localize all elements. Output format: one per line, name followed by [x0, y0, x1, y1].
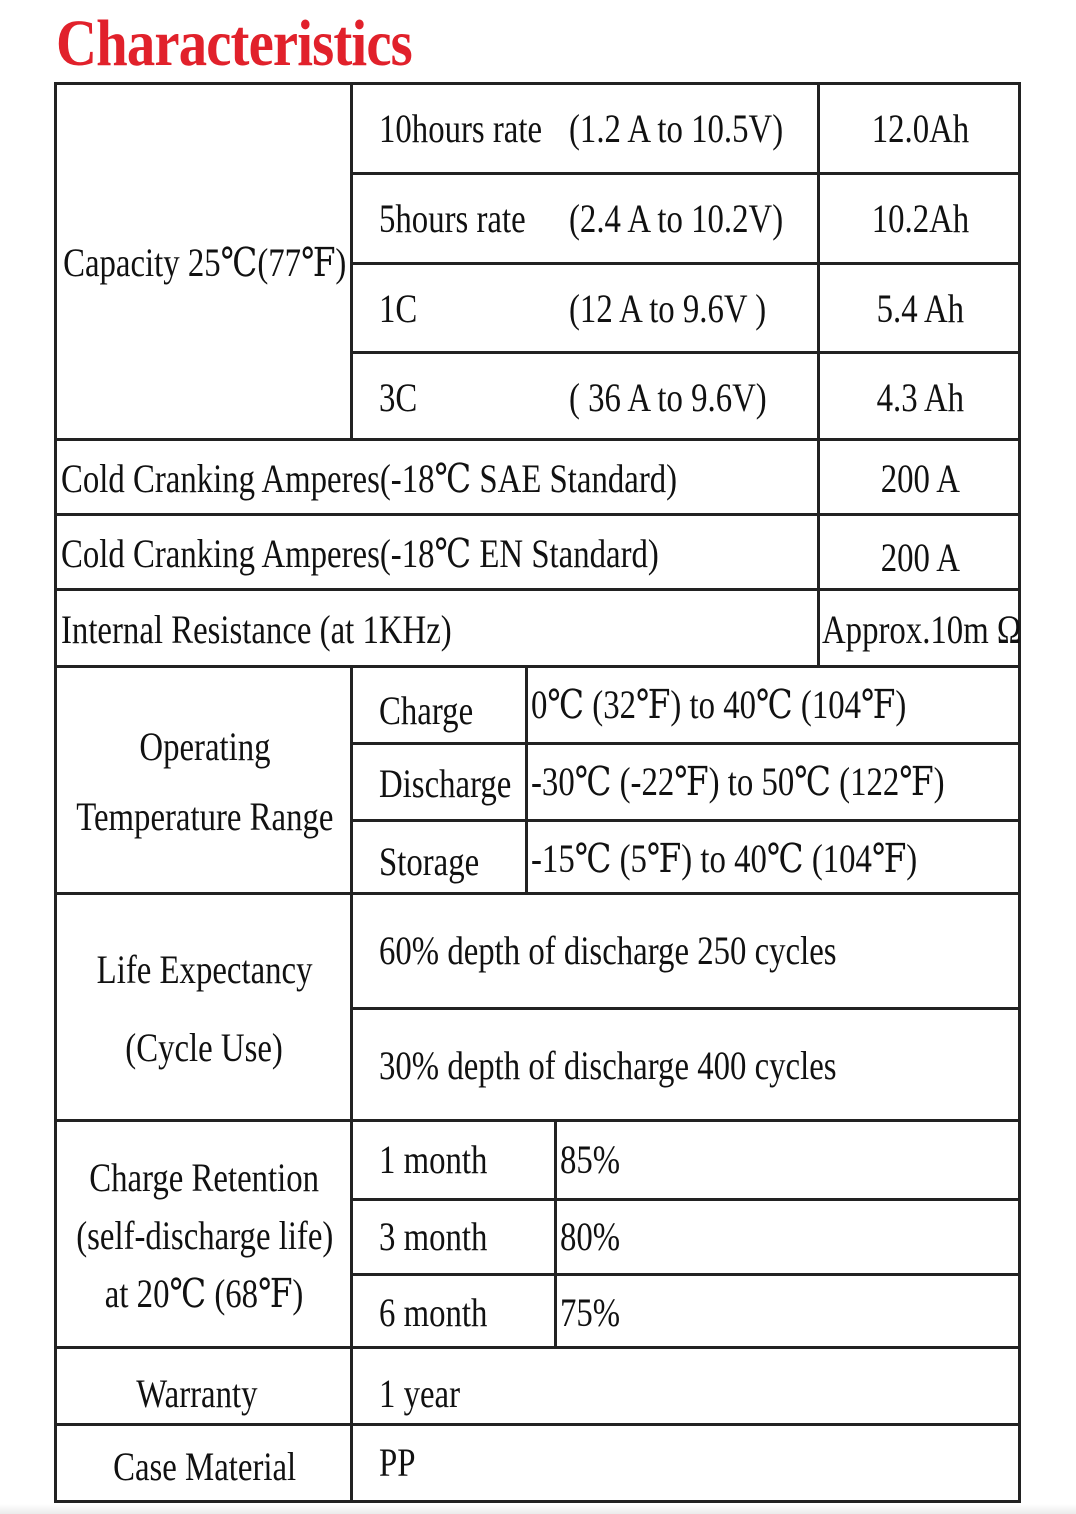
retention-value: [560, 1122, 1020, 1198]
charge-retention-section: [54, 1119, 1021, 1349]
capacity-rate: [379, 175, 569, 263]
warranty-label-cell: [57, 1355, 337, 1432]
capacity-value: [820, 175, 1021, 263]
life-expectancy-row-text: 60% depth of discharge 250 cycles: [379, 928, 837, 973]
charge-retention-label-line2: (self-discharge life): [75, 1212, 334, 1258]
capacity-condition: [569, 85, 817, 173]
capacity-value-text: 4.3 Ah: [876, 374, 965, 420]
internal-resistance-label-cell: [61, 591, 817, 668]
capacity-value: [820, 85, 1021, 173]
life-expectancy-row: [379, 1010, 1019, 1122]
capacity-condition-text: (2.4 A to 10.2V): [569, 196, 784, 241]
life-expectancy-row: [379, 895, 1019, 1007]
bottom-shadow: [0, 1504, 1076, 1514]
capacity-rate: [379, 265, 569, 352]
capacity-value: [820, 265, 1021, 352]
charge-retention-label-cell: [57, 1122, 352, 1349]
page-title: Characteristics: [56, 7, 412, 80]
life-expectancy-section: [54, 892, 1021, 1122]
capacity-rate: [379, 85, 569, 173]
capacity-condition: [569, 265, 817, 352]
capacity-rate-text: 3C: [379, 374, 418, 420]
capacity-condition-text: ( 36 A to 9.6V): [569, 374, 767, 420]
capacity-condition: [569, 175, 817, 263]
cca-en-label-cell: [61, 516, 817, 591]
temperature-mode-text: Discharge: [379, 761, 512, 806]
life-expectancy-label-cell: [57, 895, 352, 1122]
temperature-mode: [379, 674, 525, 748]
temperature-mode: [379, 749, 525, 819]
life-expectancy-label: [73, 931, 336, 1087]
case-material-label-cell: [57, 1430, 352, 1504]
cca-sae-value: 200 A: [880, 455, 961, 501]
warranty-label: Warranty: [136, 1370, 258, 1416]
temperature-mode-text: Charge: [379, 688, 474, 733]
temperature-mode: [379, 828, 525, 895]
retention-value-text: 75%: [560, 1289, 621, 1335]
life-expectancy-label-line1: Life Expectancy: [96, 946, 313, 992]
cca-sae-value-cell: [820, 441, 1021, 516]
cca-sae-label-cell: [61, 441, 817, 516]
operating-temperature-label-cell: [57, 668, 352, 895]
charge-retention-label-line3: at 20℃ (68℉): [105, 1270, 304, 1316]
case-material-row: [54, 1423, 1021, 1503]
retention-period: [379, 1201, 554, 1273]
retention-value: [560, 1201, 1020, 1273]
cca-sae-row: [54, 438, 1021, 516]
capacity-condition-text: (12 A to 9.6V ): [569, 285, 767, 331]
capacity-rate: [379, 354, 569, 441]
cca-en-row: [54, 513, 1021, 591]
warranty-row: [54, 1346, 1021, 1426]
retention-value: [560, 1276, 1020, 1349]
retention-value-text: 85%: [560, 1137, 621, 1182]
cca-en-value-cell: [820, 520, 1021, 595]
cca-sae-label: Cold Cranking Amperes(-18℃ SAE Standard): [61, 455, 678, 501]
operating-temperature-label: [48, 712, 362, 852]
case-material-value-cell: [379, 1426, 1019, 1500]
retention-period-text: 1 month: [379, 1137, 488, 1182]
capacity-rate-text: 10hours rate: [379, 106, 543, 151]
cca-en-label: Cold Cranking Amperes(-18℃ EN Standard): [61, 530, 659, 576]
capacity-value-text: 10.2Ah: [871, 196, 970, 241]
capacity-label: Capacity 25℃(77℉): [62, 240, 347, 285]
temperature-mode-text: Storage: [379, 838, 480, 884]
operating-temperature-label-line2: Temperature Range: [75, 793, 334, 839]
operating-temperature-label-line1: Operating: [138, 723, 271, 769]
capacity-condition-text: (1.2 A to 10.5V): [569, 106, 784, 151]
temperature-range: [531, 822, 1021, 895]
case-material-label: Case Material: [112, 1444, 297, 1489]
warranty-value-cell: [379, 1355, 1019, 1432]
life-expectancy-label-line2: (Cycle Use): [125, 1024, 284, 1070]
retention-value-text: 80%: [560, 1214, 621, 1259]
capacity-rate-text: 1C: [379, 285, 418, 331]
capacity-label-cell: [57, 85, 352, 441]
capacity-section: [54, 82, 1021, 441]
capacity-value: [820, 354, 1021, 441]
retention-period-text: 3 month: [379, 1214, 488, 1259]
retention-period: [379, 1122, 554, 1198]
cca-en-value: 200 A: [880, 534, 961, 580]
case-material-value: PP: [379, 1440, 416, 1485]
life-expectancy-row-text: 30% depth of discharge 400 cycles: [379, 1043, 837, 1088]
internal-resistance-row: [54, 588, 1021, 668]
internal-resistance-value-cell: [822, 591, 1021, 668]
warranty-value: 1 year: [379, 1370, 461, 1416]
internal-resistance-value: Approx.10m Ω: [822, 606, 1022, 652]
temperature-range-text: -30℃ (-22℉) to 50℃ (122℉): [531, 759, 945, 804]
charge-retention-label-line1: Charge Retention: [89, 1154, 320, 1200]
retention-period-text: 6 month: [379, 1289, 488, 1335]
capacity-rate-text: 5hours rate: [379, 196, 526, 241]
capacity-condition: [569, 354, 817, 441]
capacity-value-text: 5.4 Ah: [876, 285, 965, 331]
temperature-range-text: 0℃ (32℉) to 40℃ (104℉): [531, 682, 907, 727]
temperature-range: [531, 745, 1021, 819]
capacity-value-text: 12.0Ah: [871, 106, 970, 151]
temperature-range: [531, 668, 1021, 742]
internal-resistance-label: Internal Resistance (at 1KHz): [61, 606, 452, 652]
temperature-range-text: -15℃ (5℉) to 40℃ (104℉): [531, 835, 918, 881]
charge-retention-label: [48, 1149, 362, 1323]
operating-temperature-section: [54, 665, 1021, 895]
retention-period: [379, 1276, 554, 1349]
